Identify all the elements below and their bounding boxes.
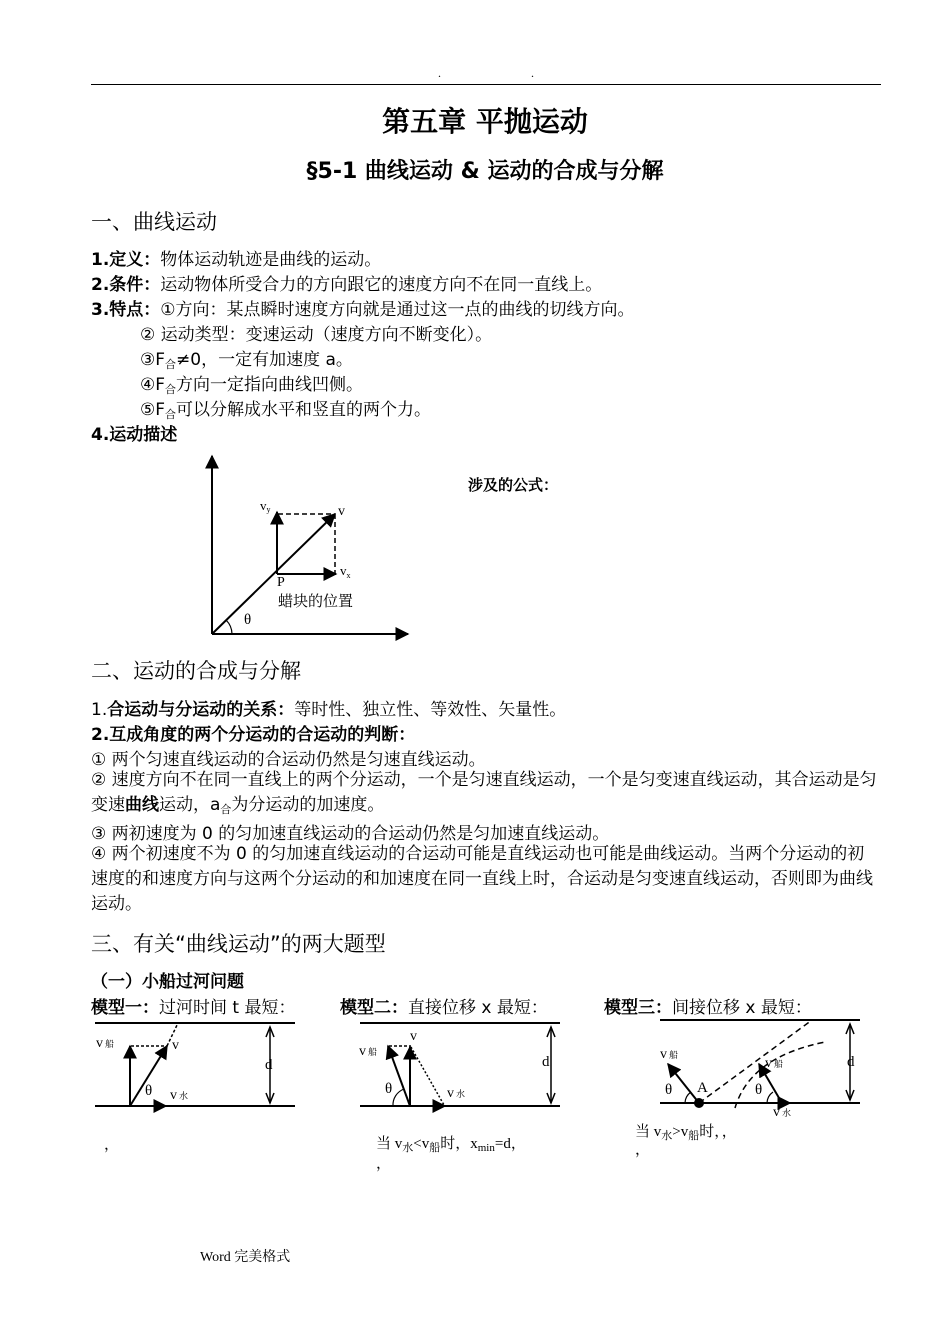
feature-3-sub: 合 xyxy=(165,358,177,371)
judge-item-2-b: 运动，a xyxy=(159,795,221,815)
feature-1: ①方向：某点瞬时速度方向就是通过这一点的曲线的切线方向。 xyxy=(160,300,635,320)
vwater-label: v水 xyxy=(773,1105,792,1120)
model3-label: 模型三： xyxy=(604,998,672,1018)
feature-5 xyxy=(140,395,431,422)
judge-item-2-a: ② 速度方向不在同一直线上的两个分运动，一个是匀速直线运动，一个是匀变速直线运动，其合运动是匀变速 xyxy=(91,770,877,815)
judge-item-2-sub: 合 xyxy=(220,803,232,816)
vboat-vector xyxy=(388,1046,410,1106)
model2-caption-1: 当 $v_水<v_船$时，$x_{min}=d$， xyxy=(376,1136,526,1154)
vboat2-label: v船 xyxy=(765,1056,784,1071)
section-title: §5-1 曲线运动 & 运动的合成与分解 xyxy=(306,159,664,184)
v-label: v xyxy=(338,504,345,519)
model3-caption-1: 当 $v_水>v_船$时，， xyxy=(635,1124,737,1142)
model1-diagram xyxy=(90,1015,305,1115)
condition-line xyxy=(91,270,602,295)
relation-line xyxy=(91,695,566,720)
header-rule xyxy=(91,84,881,85)
velocity-diagram xyxy=(190,448,430,648)
feature-line xyxy=(91,295,635,320)
feature-4 xyxy=(140,370,363,397)
definition-label: 1.定义： xyxy=(91,250,161,270)
feature-label: 3.特点： xyxy=(91,300,161,320)
model1-label: 模型一： xyxy=(91,998,159,1018)
model2-text: 直接位移 x 最短： xyxy=(408,998,548,1018)
header-dot-left: . xyxy=(438,66,441,80)
v-label: v xyxy=(172,1038,179,1053)
feature-5-b: 可以分解成水平和竖直的两个力。 xyxy=(176,400,432,420)
theta-label: θ xyxy=(145,1083,153,1099)
p-label: P xyxy=(277,575,285,590)
vwater-label: v水 xyxy=(447,1086,466,1101)
model3-caption-2: ， xyxy=(635,1142,651,1158)
feature-3-b: ≠0，一定有加速度 a。 xyxy=(176,350,353,370)
model3-diagram xyxy=(655,1012,870,1127)
theta-label: θ xyxy=(665,1082,673,1098)
vboat-vector xyxy=(668,1064,699,1103)
feature-4-a: ④F xyxy=(140,375,166,395)
judge-item-2 xyxy=(91,768,881,822)
vboat-label: v船 xyxy=(96,1036,115,1051)
v-label: v xyxy=(410,1029,417,1044)
definition-text: 物体运动轨迹是曲线的运动。 xyxy=(160,250,382,270)
description-label: 4.运动描述 xyxy=(91,425,178,445)
position-label: 蜡块的位置 xyxy=(278,594,354,610)
definition-line xyxy=(91,245,381,270)
feature-4-b: 方向一定指向曲线凹侧。 xyxy=(176,375,364,395)
relation-num: 1. xyxy=(91,700,108,720)
feature-5-a: ⑤F xyxy=(140,400,166,420)
relation-text: 等时性、独立性、等效性、矢量性。 xyxy=(294,700,567,720)
section2-heading: 二、运动的合成与分解 xyxy=(91,659,301,683)
judge-item-3: ③ 两初速度为 0 的匀加速直线运动的合运动仍然是匀加速直线运动。 xyxy=(91,824,610,844)
a-label: A xyxy=(697,1080,708,1096)
footer-text: Word 完美格式 xyxy=(200,1250,291,1265)
model1-text: 过河时间 t 最短： xyxy=(159,998,296,1018)
d-label: d xyxy=(265,1057,273,1073)
feature-3 xyxy=(140,345,353,372)
vwater-label: v水 xyxy=(170,1088,189,1103)
theta-label: θ xyxy=(385,1081,393,1097)
vy-label: vy xyxy=(260,498,271,514)
d-label: d xyxy=(542,1054,550,1070)
feature-3-a: ③F xyxy=(140,350,166,370)
theta-label: θ xyxy=(244,612,252,628)
formula-label: 涉及的公式： xyxy=(468,476,559,494)
vboat-label: v船 xyxy=(660,1047,679,1062)
theta-arc xyxy=(393,1089,404,1106)
judge-label: 2.互成角度的两个分运动的合运动的判断： xyxy=(91,725,416,745)
condition-text: 运动物体所受合力的方向跟它的速度方向不在同一直线上。 xyxy=(160,275,603,295)
judge-item-2-c: 为分运动的加速度。 xyxy=(231,795,385,815)
model1-caption: ， xyxy=(104,1137,120,1153)
boat-problem-heading: （一）小船过河问题 xyxy=(91,972,244,992)
feature-5-sub: 合 xyxy=(165,408,177,421)
theta-arc xyxy=(226,620,232,634)
vboat-label: v船 xyxy=(359,1044,378,1059)
feature-4-sub: 合 xyxy=(165,383,177,396)
theta2-label: θ xyxy=(755,1082,763,1098)
dash-diag xyxy=(411,1047,444,1105)
judge-item-4: ④ 两个初速度不为 0 的匀加速直线运动的合运动可能是直线运动也可能是曲线运动。当两个分运动的初速度的和速度方向与这两个分运动的和加速度在同一直线上时，合运动是匀变速直线运动，否则即为曲线运动。 xyxy=(91,844,873,914)
condition-label: 2.条件： xyxy=(91,275,161,295)
d-label: d xyxy=(847,1054,855,1070)
feature-2: ② 运动类型：变速运动（速度方向不断变化）。 xyxy=(140,325,493,345)
section3-heading: 三、有关“曲线运动”的两大题型 xyxy=(91,932,386,956)
model2-label: 模型二： xyxy=(340,998,408,1018)
relation-label: 合运动与分运动的关系： xyxy=(107,700,295,720)
model3-text: 间接位移 x 最短： xyxy=(672,998,812,1018)
judge-item-1: ① 两个匀速直线运动的合运动仍然是匀速直线运动。 xyxy=(91,750,486,770)
model2-diagram xyxy=(355,1015,570,1115)
section1-heading: 一、曲线运动 xyxy=(91,210,217,234)
model2-caption-2: ， xyxy=(376,1156,392,1172)
header-dot-right: . xyxy=(531,66,534,80)
judge-item-2-bold: 曲线 xyxy=(125,795,159,815)
chapter-title: 第五章 平抛运动 xyxy=(382,105,588,138)
vx-label: $v_x$ xyxy=(340,563,351,580)
